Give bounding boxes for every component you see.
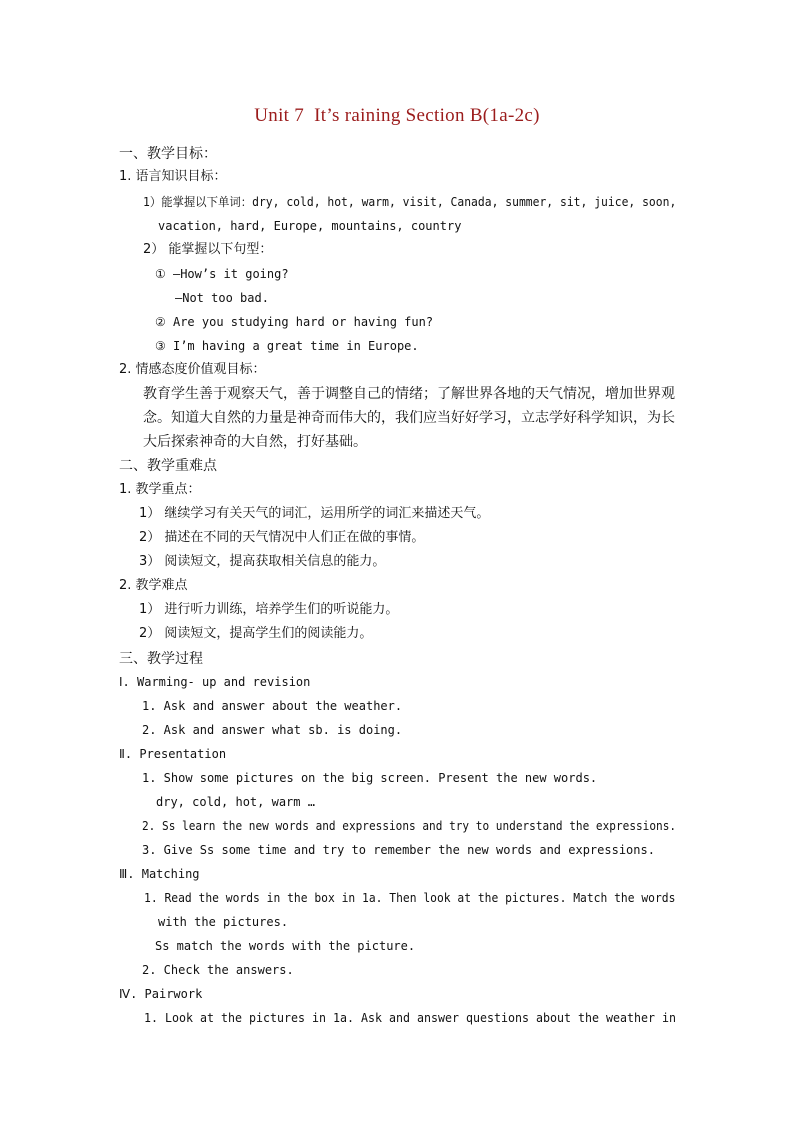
step-presentation: Ⅱ. Presentation (119, 747, 227, 761)
sentence-1-reply: —Not too bad. (175, 291, 269, 305)
sentence-1: ① —How’s it going? (155, 267, 289, 281)
key-point-2: 2） 描述在不同的天气情况中人们正在做的事情。 (139, 530, 425, 545)
item-difficult-points: 2. 教学难点 (119, 578, 188, 593)
step-matching: Ⅲ. Matching (119, 867, 200, 881)
step-3-item-1: 1. Read the words in the box in 1a. Then look at the pictures. Match the words (144, 891, 676, 905)
step-2-item-3: 3. Give Ss some time and try to remember the new words and expressions. (142, 843, 655, 857)
sentence-2: ② Are you studying hard or having fun? (155, 315, 434, 329)
attitude-paragraph-line-1: 教育学生善于观察天气，善于调整自己的情绪；了解世界各地的天气情况，增加世界观 (143, 386, 675, 402)
item-key-points: 1. 教学重点： (119, 482, 201, 497)
section-heading-key-points: 二、教学重难点 (119, 458, 217, 474)
step-2-item-1: 1. Show some pictures on the big screen. Present the new words. (142, 771, 598, 785)
step-2-item-1-words: dry, cold, hot, warm … (156, 795, 315, 809)
attitude-paragraph-line-2: 念。知道大自然的力量是神奇而伟大的，我们应当好好学习，立志学好科学知识，为长 (143, 410, 675, 426)
item-attitude-goals: 2. 情感态度价值观目标： (119, 362, 266, 377)
vocab-line-cont: vacation, hard, Europe, mountains, country (158, 219, 462, 233)
item-language-goals: 1. 语言知识目标： (119, 169, 227, 184)
step-3-item-1-cont: with the pictures. (158, 915, 289, 929)
step-1-item-1: 1. Ask and answer about the weather. (142, 699, 403, 713)
section-heading-objectives: 一、教学目标： (119, 146, 217, 162)
step-2-item-2: 2. Ss learn the new words and expressions and try to understand the expressions. (142, 819, 677, 833)
step-pairwork: Ⅳ. Pairwork (119, 987, 203, 1001)
step-3-item-2: 2. Check the answers. (142, 963, 294, 977)
document-title: Unit 7 It’s raining Section B(1a-2c) (254, 105, 540, 126)
difficult-point-2: 2） 阅读短文，提高学生们的阅读能力。 (139, 626, 373, 641)
step-3-item-1-note: Ss match the words with the picture. (155, 939, 416, 953)
sentence-patterns-label: 2） 能掌握以下句型： (143, 242, 273, 257)
sentence-3: ③ I’m having a great time in Europe. (155, 339, 419, 353)
step-warming-up: Ⅰ. Warming- up and revision (119, 675, 311, 689)
attitude-paragraph-line-3: 大后探索神奇的大自然，打好基础。 (143, 434, 367, 450)
section-heading-procedure: 三、教学过程 (119, 651, 203, 667)
vocab-line: 1）能掌握以下单词：dry, cold, hot, warm, visit, Canada, summer, sit, juice, soon, (143, 195, 677, 209)
key-point-1: 1） 继续学习有关天气的词汇，运用所学的词汇来描述天气。 (139, 506, 490, 521)
key-point-3: 3） 阅读短文，提高获取相关信息的能力。 (139, 554, 386, 569)
difficult-point-1: 1） 进行听力训练，培养学生们的听说能力。 (139, 602, 399, 617)
step-4-item-1: 1. Look at the pictures in 1a. Ask and answer questions about the weather in (144, 1011, 677, 1025)
step-1-item-2: 2. Ask and answer what sb. is doing. (142, 723, 403, 737)
